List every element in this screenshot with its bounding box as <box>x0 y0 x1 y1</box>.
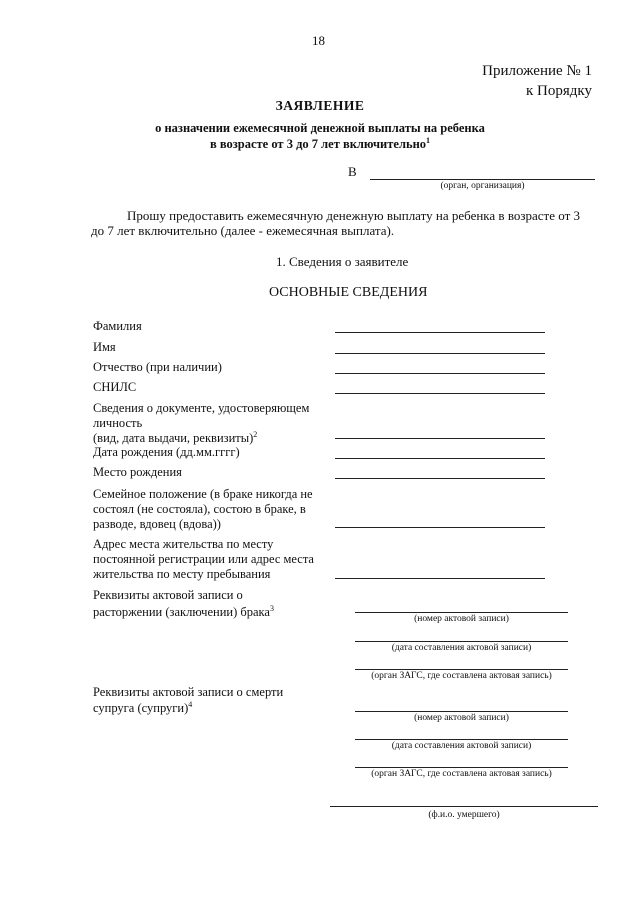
addressee-line[interactable] <box>370 179 595 180</box>
id-document-label-line-2: личность <box>93 416 143 430</box>
footnote-3-marker: 3 <box>269 603 274 613</box>
id-document-field[interactable] <box>335 438 545 439</box>
name-label: Имя <box>93 340 116 354</box>
marriage-record-number-caption: (номер актовой записи) <box>414 614 509 624</box>
birth-place-label: Место рождения <box>93 465 182 479</box>
death-record-date-caption: (дата составления актовой записи) <box>391 741 532 751</box>
subtitle-line-2: в возрасте от 3 до 7 лет включительно$^1$ <box>209 135 431 151</box>
death-record-office-field[interactable] <box>355 767 568 768</box>
subsection-title: ОСНОВНЫЕ СВЕДЕНИЯ <box>269 285 428 300</box>
deceased-name-field[interactable] <box>330 806 598 807</box>
marriage-record-label-line-1: Реквизиты актовой записи о <box>93 588 243 602</box>
footnote-4-marker: 4 <box>188 699 193 709</box>
deceased-name-caption: (ф.и.о. умершего) <box>428 810 500 820</box>
address-field[interactable] <box>335 578 545 579</box>
address-label-line-1: Адрес места жительства по месту <box>93 537 274 551</box>
marital-status-label-line-3: разводе, вдовец (вдова)) <box>93 517 221 531</box>
death-record-date-field[interactable] <box>355 739 568 740</box>
address-label-line-3: жительства по месту пребывания <box>93 567 271 581</box>
patronymic-field[interactable] <box>335 373 545 374</box>
marital-status-label-line-2: состоял (не состояла), состою в браке, в <box>93 502 306 516</box>
footnote-2-marker: 2 <box>253 429 258 439</box>
addressee-prefix: В <box>348 164 357 179</box>
birth-date-label: Дата рождения (дд.мм.гггг) <box>93 445 240 459</box>
document-title: ЗАЯВЛЕНИЕ <box>275 98 365 113</box>
birth-date-field[interactable] <box>335 458 545 459</box>
surname-label: Фамилия <box>93 319 142 333</box>
page-number: 18 <box>312 33 325 48</box>
patronymic-label: Отчество (при наличии) <box>93 360 222 374</box>
section-1-title: 1. Сведения о заявителе <box>276 254 409 269</box>
name-field[interactable] <box>335 353 545 354</box>
request-line-2: до 7 лет включительно (далее - ежемесячная выплата). <box>91 223 395 238</box>
death-record-office-caption: (орган ЗАГС, где составлена актовая запись) <box>371 769 552 779</box>
address-label-line-2: постоянной регистрации или адрес места <box>93 552 314 566</box>
marriage-record-number-field[interactable] <box>355 612 568 613</box>
marital-status-field[interactable] <box>335 527 545 528</box>
death-record-number-field[interactable] <box>355 711 568 712</box>
marriage-record-date-caption: (дата составления актовой записи) <box>391 643 532 653</box>
marriage-record-date-field[interactable] <box>355 641 568 642</box>
death-record-number-caption: (номер актовой записи) <box>414 713 509 723</box>
id-document-label-line-3: (вид, дата выдачи, реквизиты)$^2$ <box>93 429 258 445</box>
snils-field[interactable] <box>335 393 545 394</box>
marriage-record-office-caption: (орган ЗАГС, где составлена актовая запись) <box>371 671 552 681</box>
surname-field[interactable] <box>335 332 545 333</box>
request-line-1: Прошу предоставить ежемесячную денежную выплату на ребенка в возрасте от 3 <box>127 208 581 223</box>
appendix-line-1: Приложение № 1 <box>482 63 592 79</box>
marriage-record-office-field[interactable] <box>355 669 568 670</box>
marriage-record-label-line-2: расторжении (заключении) брака$^3$ <box>93 603 274 619</box>
death-record-label-line-1: Реквизиты актовой записи о смерти <box>93 685 284 699</box>
footnote-1-marker: 1 <box>426 135 431 145</box>
subtitle-line-1: о назначении ежемесячной денежной выплаты на ребенка <box>155 121 485 135</box>
appendix-line-2: к Порядку <box>526 83 592 99</box>
marital-status-label-line-1: Семейное положение (в браке никогда не <box>93 487 313 501</box>
birth-place-field[interactable] <box>335 478 545 479</box>
death-record-label-line-2: супруга (супруги)$^4$ <box>93 699 193 715</box>
addressee-caption: (орган, организация) <box>440 181 525 191</box>
snils-label: СНИЛС <box>93 380 137 394</box>
id-document-label-line-1: Сведения о документе, удостоверяющем <box>93 401 310 415</box>
